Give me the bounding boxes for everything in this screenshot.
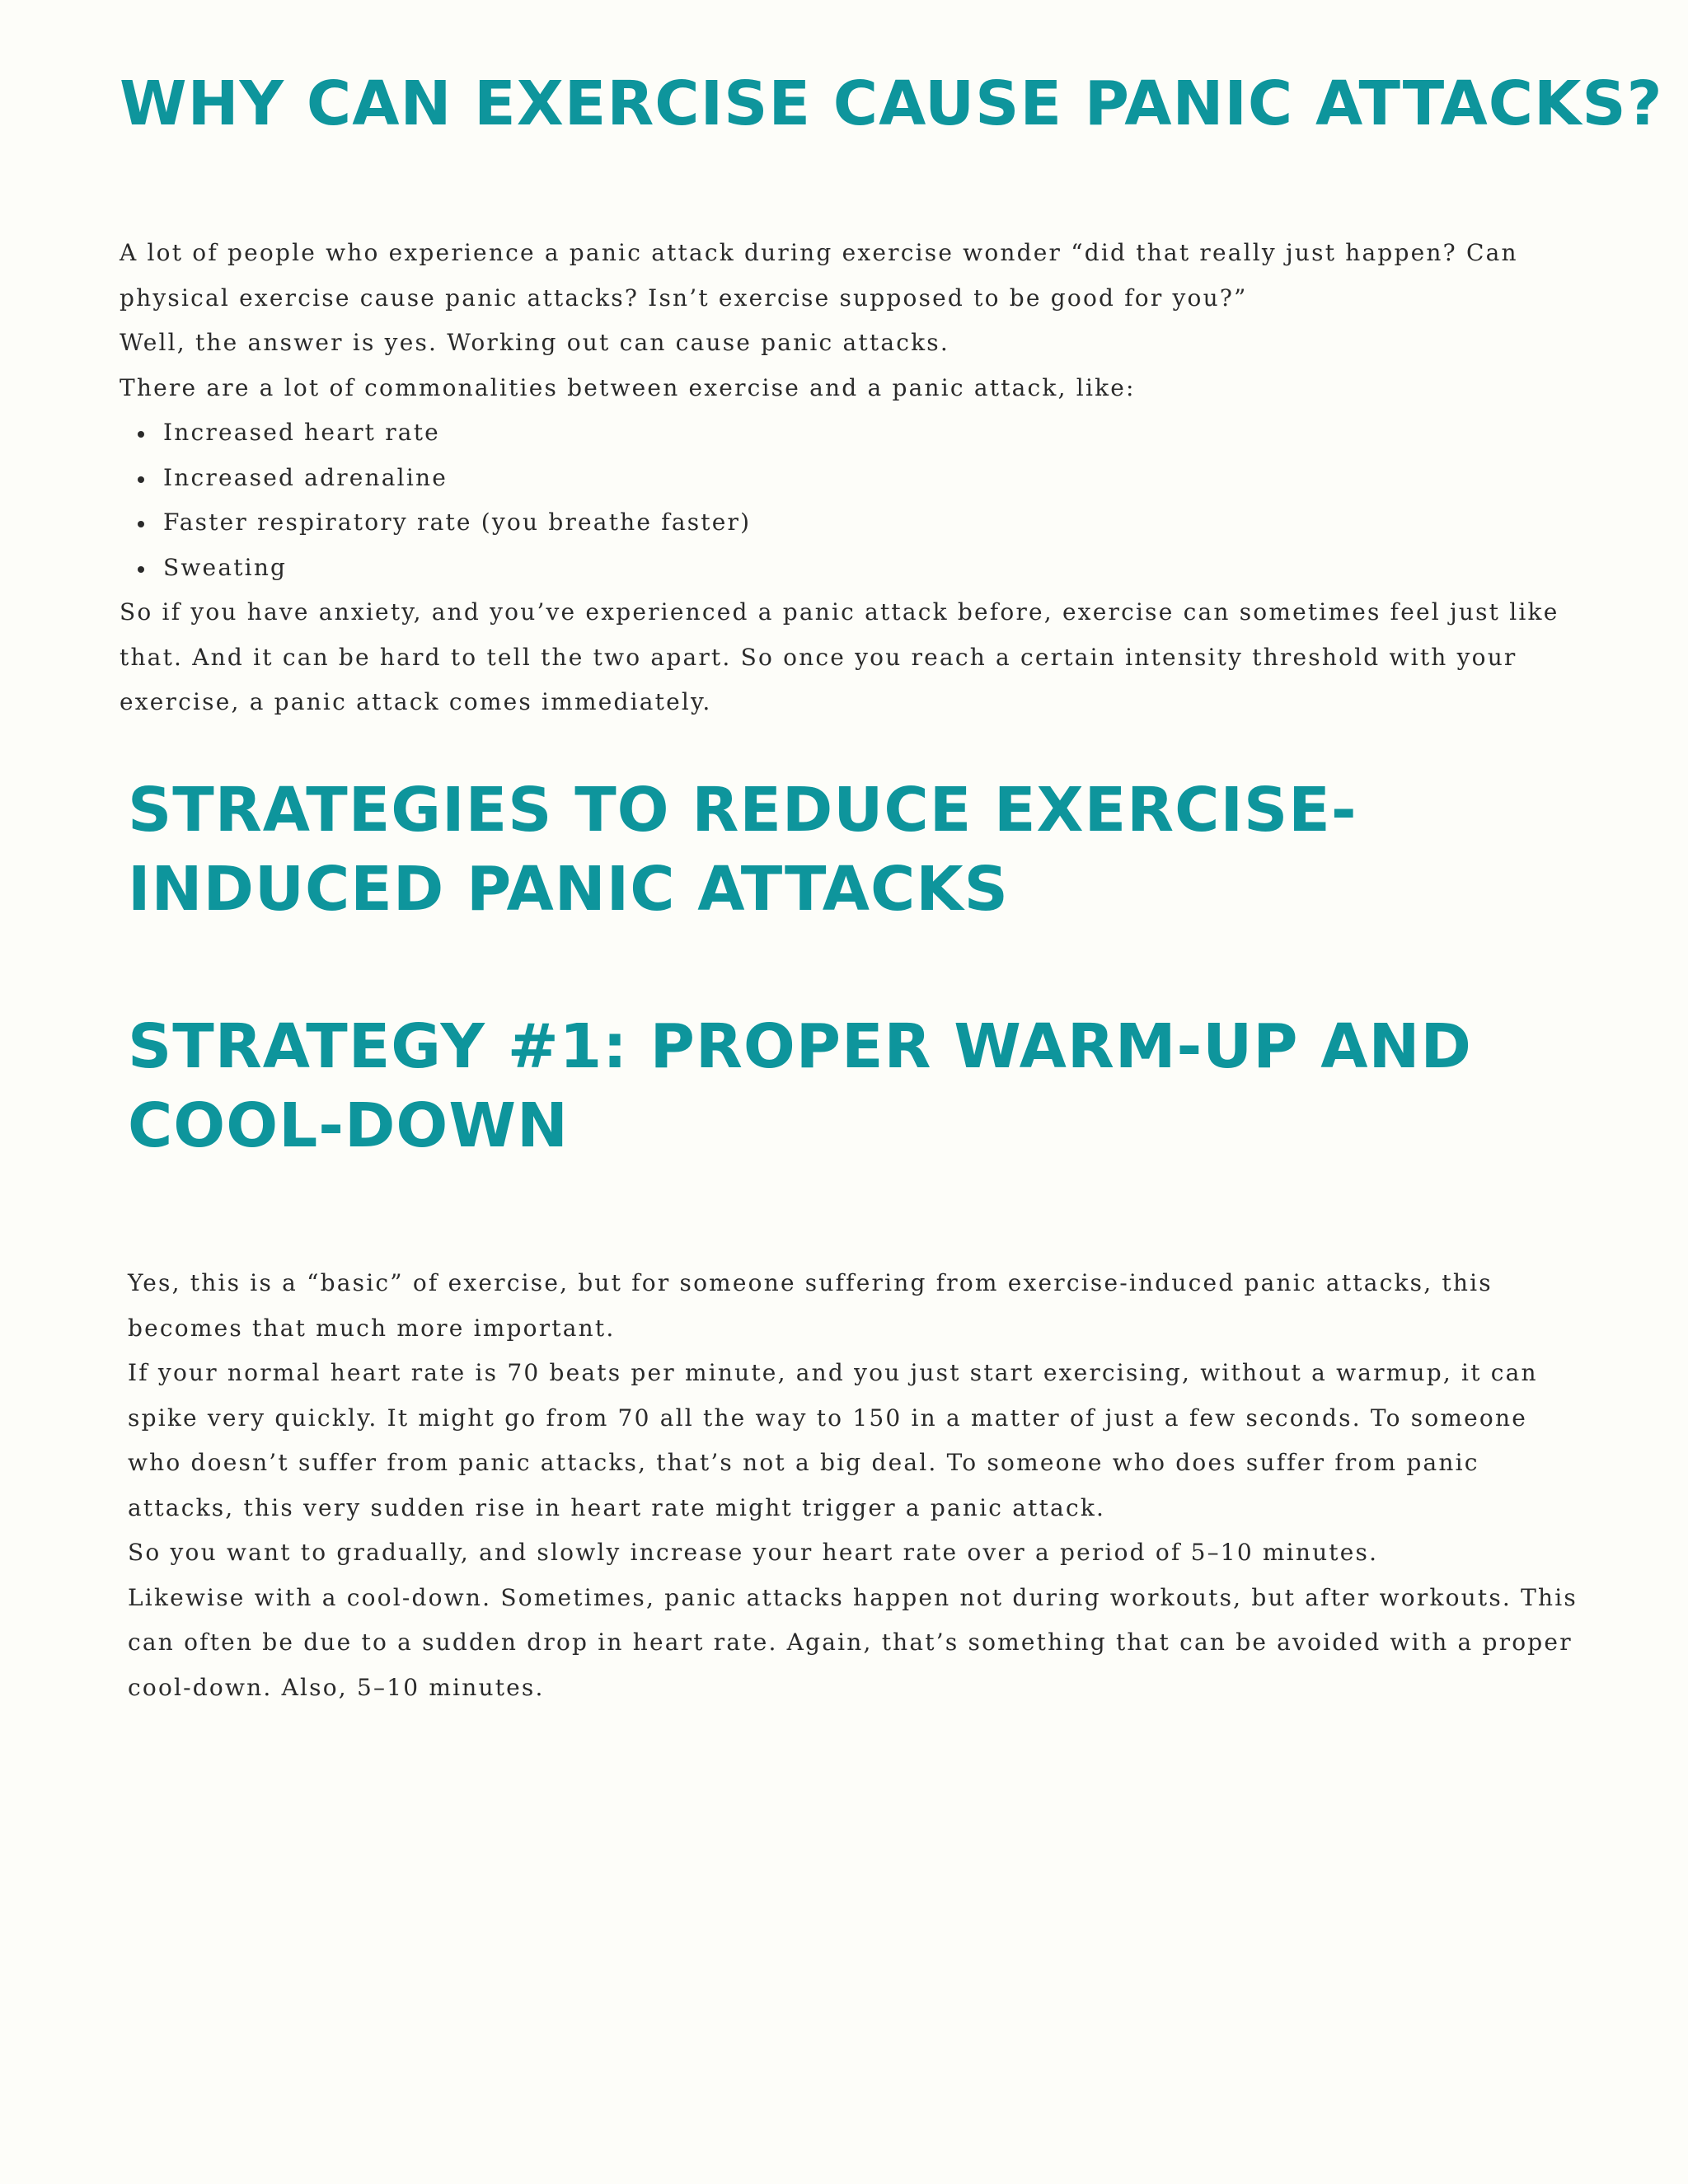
intro-paragraph: Well, the answer is yes. Working out can cause panic attacks. <box>120 329 950 356</box>
heading-strategies: STRATEGIES TO REDUCE EXERCISE-INDUCED PANIC ATTACKS <box>128 775 1357 925</box>
list-item: Sweating <box>120 546 1587 591</box>
list-item: Faster respiratory rate (you breathe faster) <box>120 500 1587 546</box>
heading-strategy-1: STRATEGY #1: PROPER WARM-UP AND COOL-DOWN <box>128 1011 1472 1161</box>
strategy-paragraph: So you want to gradually, and slowly increase your heart rate over a period of 5–10 minutes. <box>128 1539 1379 1566</box>
heading-why-exercise-causes-panic: WHY CAN EXERCISE CAUSE PANIC ATTACKS? <box>120 68 1663 139</box>
intro-section <box>120 231 1587 725</box>
strategy-paragraph: Likewise with a cool-down. Sometimes, panic attacks happen not during workouts, but after workouts. This can often be due to a sudden drop in heart rate. Again, that’s something that can be avoided with a proper cool-down. Also, 5–10 minutes. <box>128 1583 1578 1701</box>
strategy-1-section <box>128 1261 1587 1710</box>
intro-paragraph: A lot of people who experience a panic attack during exercise wonder “did that really just happen? Can physical exercise cause panic attacks? Isn’t exercise supposed to be good for you?” <box>120 239 1518 312</box>
strategy-paragraph: Yes, this is a “basic” of exercise, but for someone suffering from exercise-induced panic attacks, this becomes that much more important. <box>128 1269 1493 1342</box>
list-item: Increased adrenaline <box>120 456 1587 501</box>
commonalities-list <box>120 410 1587 590</box>
list-item: Increased heart rate <box>120 410 1587 456</box>
strategy-paragraph: If your normal heart rate is 70 beats per minute, and you just start exercising, without a warmup, it can spike very quickly. It might go from 70 all the way to 150 in a matter of just a few seconds. To someone who doesn’t suffer from panic attacks, that’s not a big deal. To someone who does suffer from panic attacks, this very sudden rise in heart rate might trigger a panic attack. <box>128 1359 1538 1521</box>
after-list-paragraph: So if you have anxiety, and you’ve experienced a panic attack before, exercise can sometimes feel just like that. And it can be hard to tell the two apart. So once you reach a certain intensity threshold with your exercise, a panic attack comes immediately. <box>120 598 1559 715</box>
intro-paragraph: There are a lot of commonalities between exercise and a panic attack, like: <box>120 373 1136 401</box>
